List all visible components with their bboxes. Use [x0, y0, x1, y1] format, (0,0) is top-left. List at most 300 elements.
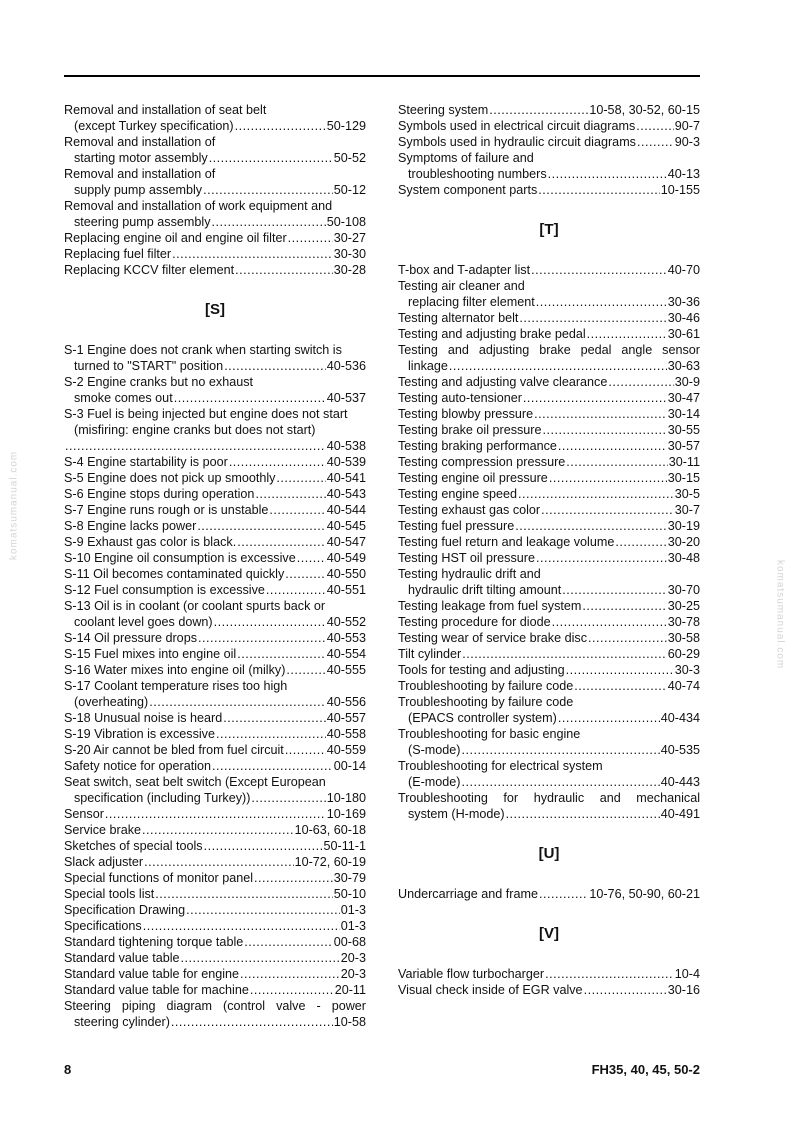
- index-entry: [64, 806, 366, 822]
- leader-dots: [558, 710, 660, 726]
- leader-dots: [244, 934, 333, 950]
- leader-dots: [235, 262, 333, 278]
- index-entry-line: [398, 966, 700, 982]
- leader-dots: [266, 582, 326, 598]
- leader-dots: [197, 518, 325, 534]
- index-entry-line: [398, 886, 700, 902]
- index-entry-line: [398, 806, 700, 822]
- entry-text: (EPACS controller system): [408, 711, 557, 725]
- entry-text: Troubleshooting by failure code: [398, 679, 574, 693]
- index-entry-line: [64, 566, 366, 582]
- entry-text: Tools for testing and adjusting: [398, 663, 565, 677]
- page-reference: 30-47: [667, 391, 700, 405]
- index-entry-line: [64, 758, 366, 774]
- index-entry: [64, 902, 366, 918]
- index-entry-line: [64, 134, 366, 150]
- leader-dots: [172, 246, 333, 262]
- index-entry-line: [398, 182, 700, 198]
- index-entry-line: [64, 646, 366, 662]
- index-entry: [64, 918, 366, 934]
- index-entry-line: [64, 262, 366, 278]
- leader-dots: [534, 406, 667, 422]
- leader-dots: [536, 294, 667, 310]
- index-entry-line: [398, 262, 700, 278]
- index-entry-line: [398, 470, 700, 486]
- entry-text: S-9 Exhaust gas color is black.: [64, 535, 237, 549]
- entry-text: S-2 Engine cranks but no exhaust: [64, 375, 254, 389]
- page-reference: 30-25: [667, 599, 700, 613]
- page-reference: 30-16: [667, 983, 700, 997]
- index-entry: [398, 486, 700, 502]
- index-entry-line: [64, 438, 366, 454]
- page-reference: 30-57: [667, 439, 700, 453]
- index-entry-line: [64, 102, 366, 118]
- entry-text: Steering system: [398, 103, 489, 117]
- index-entry: [398, 694, 700, 726]
- index-entry-line: [398, 502, 700, 518]
- entry-text: Testing auto-tensioner: [398, 391, 522, 405]
- index-entry-line: [64, 998, 366, 1014]
- watermark-right: komatsumanual.com: [774, 560, 786, 670]
- entry-text: S-13 Oil is in coolant (or coolant spurts back or: [64, 599, 326, 613]
- leader-dots: [198, 630, 326, 646]
- index-entry-line: [398, 566, 700, 582]
- index-entry-line: [64, 454, 366, 470]
- entry-text: steering cylinder): [74, 1015, 170, 1029]
- index-entry: [398, 534, 700, 550]
- page-reference: 30-46: [667, 311, 700, 325]
- index-entry: [398, 406, 700, 422]
- page-reference: 30-78: [667, 615, 700, 629]
- entry-text: starting motor assembly: [74, 151, 208, 165]
- index-entry-line: [398, 438, 700, 454]
- index-entry: [64, 198, 366, 230]
- entry-text: (S-mode): [408, 743, 461, 757]
- entry-text: Troubleshooting by failure code: [398, 695, 574, 709]
- index-entry-line: [64, 390, 366, 406]
- entry-text: (overheating): [74, 695, 149, 709]
- index-column-left: [64, 102, 366, 1030]
- entry-text: Troubleshooting for electrical system: [398, 759, 603, 773]
- index-entry-line: [398, 358, 700, 374]
- index-entry: [64, 838, 366, 854]
- index-entry: [64, 486, 366, 502]
- page-reference: 10-155: [660, 183, 700, 197]
- page-reference: 40-551: [326, 583, 366, 597]
- index-entry: [64, 630, 366, 646]
- index-entry: [64, 230, 366, 246]
- entry-text: S-18 Unusual noise is heard: [64, 711, 223, 725]
- entry-text: steering pump assembly: [74, 215, 211, 229]
- index-entry: [398, 678, 700, 694]
- page-reference: 40-545: [326, 519, 366, 533]
- page-reference: 50-12: [333, 183, 366, 197]
- entry-text: specification (including Turkey)): [74, 791, 251, 805]
- page-reference: 40-74: [667, 679, 700, 693]
- entry-text: supply pump assembly: [74, 183, 203, 197]
- leader-dots: [539, 886, 588, 902]
- entry-text: Testing air cleaner and: [398, 279, 525, 293]
- index-entry: [64, 598, 366, 630]
- index-entry: [398, 278, 700, 310]
- entry-text: Safety notice for operation: [64, 759, 212, 773]
- entry-text: Testing leakage from fuel system: [398, 599, 582, 613]
- leader-dots: [519, 310, 666, 326]
- index-entry-line: [64, 838, 366, 854]
- index-entry: [398, 454, 700, 470]
- leader-dots: [155, 886, 332, 902]
- entry-text: Testing engine speed: [398, 487, 518, 501]
- entry-text: Steering piping diagram (control valve - power: [64, 999, 366, 1013]
- page-reference: 30-15: [667, 471, 700, 485]
- index-entry-line: [64, 614, 366, 630]
- index-entry: [64, 166, 366, 198]
- index-entry: [398, 758, 700, 790]
- leader-dots: [144, 854, 293, 870]
- entry-text: Testing HST oil pressure: [398, 551, 535, 565]
- index-entry-line: [398, 774, 700, 790]
- index-entry: [64, 262, 366, 278]
- page-reference: 30-61: [667, 327, 700, 341]
- page-reference: 50-129: [326, 119, 366, 133]
- leader-dots: [255, 486, 325, 502]
- page-reference: 40-549: [326, 551, 366, 565]
- index-entry: [398, 134, 700, 150]
- index-entry-line: [398, 294, 700, 310]
- index-entry-line: [64, 870, 366, 886]
- entry-text: linkage: [408, 359, 448, 373]
- entry-text: Standard tightening torque table: [64, 935, 244, 949]
- entry-text: Troubleshooting for basic engine: [398, 727, 581, 741]
- index-entry-line: [64, 982, 366, 998]
- entry-text: Testing and adjusting brake pedal angle sensor: [398, 343, 700, 357]
- page-reference: 40-558: [326, 727, 366, 741]
- entry-text: S-16 Water mixes into engine oil (milky): [64, 663, 286, 677]
- leader-dots: [523, 390, 667, 406]
- page-reference: 30-58: [667, 631, 700, 645]
- entry-text: Testing alternator belt: [398, 311, 519, 325]
- page-reference: 60-29: [667, 647, 700, 661]
- page-reference: 30-36: [667, 295, 700, 309]
- index-entry: [64, 934, 366, 950]
- entry-text: Sketches of special tools: [64, 839, 203, 853]
- leader-dots: [615, 534, 666, 550]
- leader-dots: [588, 630, 667, 646]
- index-entry: [398, 150, 700, 182]
- index-entry-line: [64, 1014, 366, 1030]
- index-entry: [64, 550, 366, 566]
- entry-text: Tilt cylinder: [398, 647, 462, 661]
- index-entry: [64, 470, 366, 486]
- leader-dots: [223, 710, 326, 726]
- index-entry: [64, 406, 366, 454]
- index-entry: [398, 470, 700, 486]
- index-entry-line: [398, 630, 700, 646]
- index-entry-line: [64, 662, 366, 678]
- leader-dots: [237, 534, 326, 550]
- leader-dots: [461, 742, 659, 758]
- index-entry: [398, 182, 700, 198]
- index-entry: [64, 518, 366, 534]
- entry-text: Symptoms of failure and: [398, 151, 534, 165]
- entry-text: T-box and T-adapter list: [398, 263, 531, 277]
- index-entry-line: [398, 454, 700, 470]
- index-entry: [398, 614, 700, 630]
- page-reference: 10-169: [326, 807, 366, 821]
- index-entry-line: [398, 982, 700, 998]
- index-entry: [398, 390, 700, 406]
- entry-text: Standard value table: [64, 951, 180, 965]
- entry-text: Symbols used in electrical circuit diagrams: [398, 119, 636, 133]
- leader-dots: [549, 470, 667, 486]
- index-entry: [398, 790, 700, 822]
- leader-dots: [297, 550, 326, 566]
- index-entry-line: [398, 342, 700, 358]
- index-entry: [64, 742, 366, 758]
- index-entry-line: [64, 598, 366, 614]
- index-entry-line: [398, 742, 700, 758]
- index-entry: [398, 550, 700, 566]
- entry-text: S-4 Engine startability is poor: [64, 455, 228, 469]
- entry-text: troubleshooting numbers: [408, 167, 547, 181]
- page-reference: 30-5: [674, 487, 700, 501]
- index-entry: [398, 982, 700, 998]
- index-entry-line: [64, 966, 366, 982]
- index-entry-line: [64, 678, 366, 694]
- index-column-right: [398, 102, 700, 998]
- leader-dots: [235, 118, 326, 134]
- index-entry: [398, 630, 700, 646]
- index-entry-line: [398, 678, 700, 694]
- page-reference: 40-537: [326, 391, 366, 405]
- entry-text: Testing procedure for diode: [398, 615, 551, 629]
- page-reference: 30-3: [674, 663, 700, 677]
- page-reference: 30-28: [333, 263, 366, 277]
- index-entry-line: [64, 822, 366, 838]
- entry-text: Testing brake oil pressure: [398, 423, 542, 437]
- leader-dots: [548, 166, 667, 182]
- entry-text: Visual check inside of EGR valve: [398, 983, 583, 997]
- page-reference: 40-443: [660, 775, 700, 789]
- entry-text: Replacing fuel filter: [64, 247, 172, 261]
- leader-dots: [566, 454, 667, 470]
- leader-dots: [636, 118, 674, 134]
- index-entry-line: [64, 918, 366, 934]
- leader-dots: [286, 662, 325, 678]
- entry-text: Troubleshooting for hydraulic and mechanical: [398, 791, 700, 805]
- entry-text: Testing fuel pressure: [398, 519, 515, 533]
- leader-dots: [462, 646, 667, 662]
- entry-text: S-17 Coolant temperature rises too high: [64, 679, 288, 693]
- index-entry: [64, 534, 366, 550]
- entry-text: replacing filter element: [408, 295, 535, 309]
- leader-dots: [204, 838, 323, 854]
- leader-dots: [105, 806, 326, 822]
- entry-text: S-5 Engine does not pick up smoothly: [64, 471, 276, 485]
- index-entry: [398, 262, 700, 278]
- page-reference: 40-70: [667, 263, 700, 277]
- entry-text: S-12 Fuel consumption is excessive: [64, 583, 265, 597]
- leader-dots: [212, 758, 333, 774]
- index-entry: [398, 118, 700, 134]
- entry-text: S-20 Air cannot be bled from fuel circuit: [64, 743, 284, 757]
- entry-text: Testing hydraulic drift and: [398, 567, 541, 581]
- page-reference: 20-11: [334, 983, 366, 997]
- entry-text: Testing blowby pressure: [398, 407, 534, 421]
- index-entry: [64, 870, 366, 886]
- entry-text: (misfiring: engine cranks but does not start): [74, 423, 316, 437]
- page-reference: 40-13: [667, 167, 700, 181]
- index-entry: [398, 646, 700, 662]
- index-entry-line: [398, 278, 700, 294]
- index-entry-line: [64, 358, 366, 374]
- index-entry-line: [398, 646, 700, 662]
- entry-text: Testing and adjusting brake pedal: [398, 327, 586, 341]
- page-reference: 20-3: [340, 951, 366, 965]
- entry-text: S-19 Vibration is excessive: [64, 727, 215, 741]
- index-entry-line: [64, 166, 366, 182]
- index-entry-line: [398, 134, 700, 150]
- leader-dots: [212, 214, 326, 230]
- index-entry-line: [64, 150, 366, 166]
- page-reference: 10-4: [674, 967, 700, 981]
- page-reference: 50-52: [333, 151, 366, 165]
- index-entry-line: [64, 518, 366, 534]
- index-entry: [64, 662, 366, 678]
- leader-dots: [288, 230, 333, 246]
- index-entry-line: [398, 758, 700, 774]
- entry-text: System component parts: [398, 183, 538, 197]
- leader-dots: [545, 966, 674, 982]
- leader-dots: [229, 454, 326, 470]
- leader-dots: [203, 182, 333, 198]
- page-reference: 30-63: [667, 359, 700, 373]
- entry-text: S-8 Engine lacks power: [64, 519, 197, 533]
- leader-dots: [552, 614, 667, 630]
- page-reference: 40-550: [326, 567, 366, 581]
- leader-dots: [254, 870, 333, 886]
- index-entry: [398, 310, 700, 326]
- leader-dots: [449, 358, 667, 374]
- leader-dots: [174, 390, 326, 406]
- entry-text: (E-mode): [408, 775, 461, 789]
- index-entry-line: [64, 582, 366, 598]
- leader-dots: [149, 694, 326, 710]
- index-entry-line: [398, 166, 700, 182]
- page-reference: 01-3: [340, 903, 366, 917]
- leader-dots: [538, 182, 659, 198]
- leader-dots: [142, 822, 294, 838]
- page-reference: 40-553: [326, 631, 366, 645]
- entry-text: Sensor: [64, 807, 104, 821]
- index-entry-line: [398, 102, 700, 118]
- entry-text: S-7 Engine runs rough or is unstable: [64, 503, 269, 517]
- page-reference: 40-557: [326, 711, 366, 725]
- page-reference: 90-3: [674, 135, 700, 149]
- page-reference: 40-538: [326, 439, 366, 453]
- watermark-left: komatsumanual.com: [8, 450, 20, 560]
- index-entry-line: [398, 534, 700, 550]
- entry-text: Undercarriage and frame: [398, 887, 539, 901]
- leader-dots: [285, 742, 326, 758]
- index-entry-line: [64, 502, 366, 518]
- entry-text: Variable flow turbocharger: [398, 967, 545, 981]
- page-reference: 30-79: [333, 871, 366, 885]
- index-entry: [398, 422, 700, 438]
- index-entry-line: [64, 886, 366, 902]
- leader-dots: [285, 566, 326, 582]
- entry-text: Removal and installation of seat belt: [64, 103, 267, 117]
- index-entry-line: [64, 486, 366, 502]
- index-entry-line: [398, 390, 700, 406]
- entry-text: S-11 Oil becomes contaminated quickly: [64, 567, 285, 581]
- page-reference: 10-58, 30-52, 60-15: [589, 103, 700, 117]
- entry-text: Testing engine oil pressure: [398, 471, 548, 485]
- entry-text: hydraulic drift tilting amount: [408, 583, 562, 597]
- index-entry: [64, 582, 366, 598]
- index-entry: [64, 342, 366, 374]
- index-entry-line: [64, 902, 366, 918]
- leader-dots: [250, 982, 334, 998]
- index-entry: [398, 102, 700, 118]
- leader-dots: [587, 326, 667, 342]
- leader-dots: [171, 1014, 333, 1030]
- page-reference: 30-48: [667, 551, 700, 565]
- entry-text: Seat switch, seat belt switch (Except European: [64, 775, 326, 789]
- index-entry-line: [398, 694, 700, 710]
- entry-text: S-3 Fuel is being injected but engine does not start: [64, 407, 348, 421]
- leader-dots: [65, 438, 326, 454]
- leader-dots: [276, 470, 325, 486]
- index-entry: [64, 374, 366, 406]
- index-entry-line: [64, 694, 366, 710]
- page-reference: 00-68: [333, 935, 366, 949]
- index-entry-line: [398, 726, 700, 742]
- index-entry-line: [398, 550, 700, 566]
- page-reference: 10-180: [326, 791, 366, 805]
- entry-text: Service brake: [64, 823, 141, 837]
- page-reference: 40-544: [326, 503, 366, 517]
- index-entry-line: [64, 806, 366, 822]
- page-reference: 01-3: [340, 919, 366, 933]
- entry-text: S-6 Engine stops during operation: [64, 487, 255, 501]
- index-entry: [398, 726, 700, 758]
- entry-text: S-10 Engine oil consumption is excessive: [64, 551, 296, 565]
- index-entry-line: [64, 726, 366, 742]
- index-entry: [64, 502, 366, 518]
- entry-text: Special functions of monitor panel: [64, 871, 254, 885]
- entry-text: Standard value table for engine: [64, 967, 240, 981]
- leader-dots: [224, 358, 326, 374]
- page-reference: 20-3: [340, 967, 366, 981]
- index-entry: [398, 966, 700, 982]
- leader-dots: [637, 134, 674, 150]
- index-entry-line: [398, 582, 700, 598]
- page-reference: 40-559: [326, 743, 366, 757]
- index-entry-line: [64, 374, 366, 390]
- leader-dots: [562, 582, 666, 598]
- entry-text: Specification Drawing: [64, 903, 186, 917]
- entry-text: S-15 Fuel mixes into engine oil: [64, 647, 237, 661]
- entry-text: Removal and installation of: [64, 135, 216, 149]
- index-entry-line: [64, 406, 366, 422]
- index-entry-line: [64, 118, 366, 134]
- leader-dots: [582, 598, 666, 614]
- leader-dots: [531, 262, 667, 278]
- leader-dots: [269, 502, 325, 518]
- leader-dots: [566, 662, 674, 678]
- entry-text: Testing and adjusting valve clearance: [398, 375, 608, 389]
